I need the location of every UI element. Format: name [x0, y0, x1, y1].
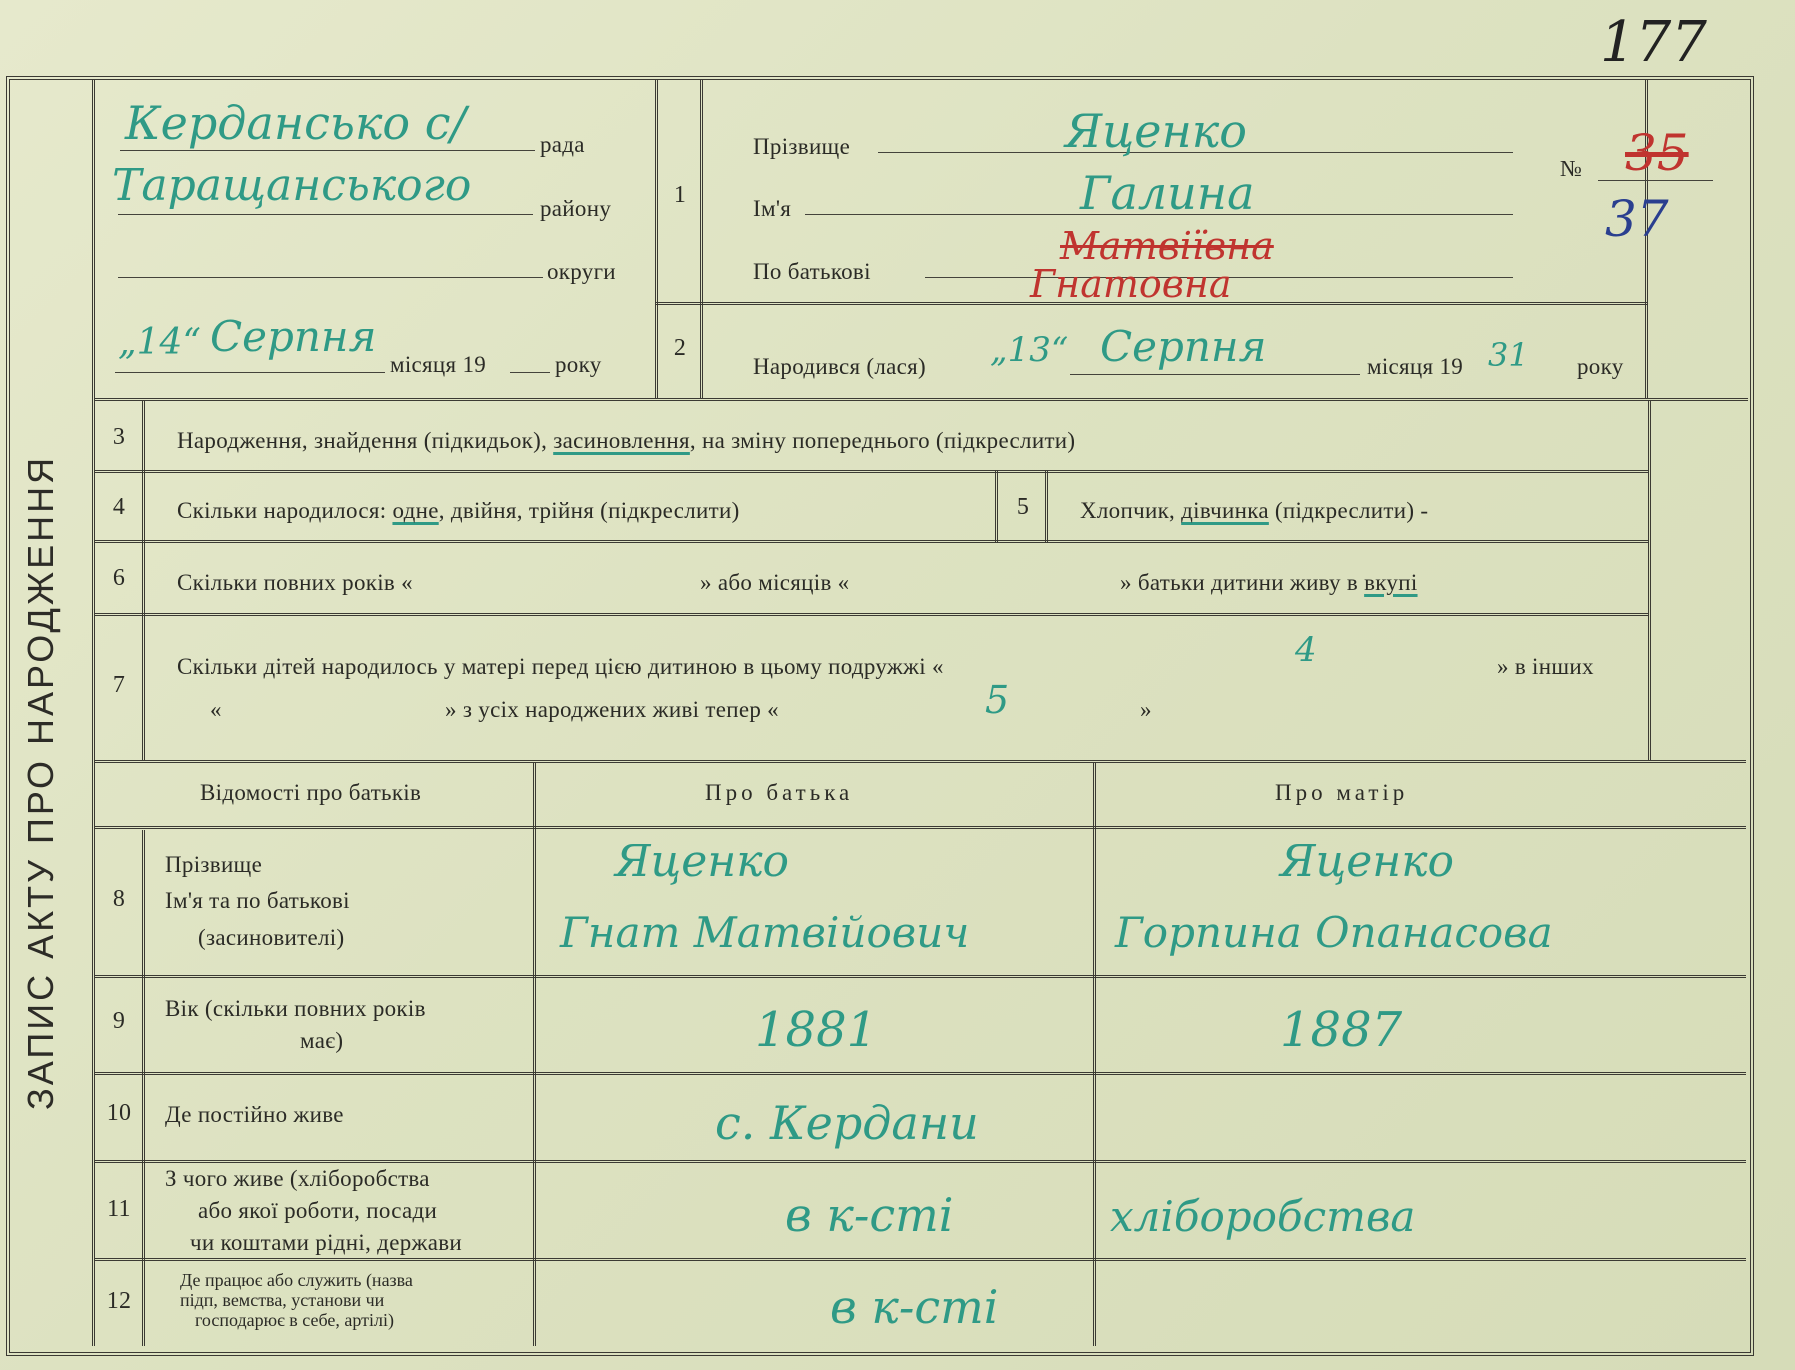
row-8-label-1: Прізвище: [165, 852, 263, 877]
row-12-label-2: підп, вемства, установи чи: [180, 1290, 385, 1310]
okruhy-label: округи: [547, 259, 616, 284]
row-7-number: 7: [112, 672, 126, 698]
row-5-underlined: дівчинка: [1181, 498, 1269, 523]
row-7-line1-b: » в інших: [1497, 654, 1594, 679]
parents-header-father: Про батька: [705, 780, 854, 805]
page-number: 177: [1600, 10, 1707, 75]
row-6-underlined: вкупі: [1364, 570, 1418, 595]
divider: [142, 400, 145, 760]
divider: [94, 1072, 1746, 1075]
row-6-text-a: Скільки повних років «: [177, 570, 413, 595]
rada-label: рада: [540, 132, 585, 157]
surname-label: Прізвище: [753, 134, 851, 159]
row-4-underlined: одне: [392, 498, 439, 523]
row-11-label-1: З чого живе (хліборобства: [165, 1166, 430, 1191]
birth-day: „13“: [990, 330, 1069, 370]
father-name: Гнат Матвійович: [560, 908, 970, 957]
row-4-text-a: Скільки народилося:: [177, 498, 393, 523]
row-12-label-3: господарює в себе, артілі): [195, 1310, 395, 1330]
row-3-number: 3: [112, 424, 126, 450]
divider: [94, 540, 1648, 543]
row-5-text-a: Хлопчик,: [1080, 498, 1182, 523]
row-7-children-before: 4: [1295, 630, 1317, 670]
patronymic-label: По батькові: [753, 259, 871, 284]
child-name: Галина: [1080, 166, 1255, 220]
row-10-number: 10: [106, 1100, 132, 1126]
row-5-text: [1080, 498, 1428, 524]
divider: [118, 214, 533, 215]
row-6-number: 6: [112, 565, 126, 591]
birth-month: Серпня: [1100, 322, 1267, 371]
row-5-text-b: (підкреслити) -: [1268, 498, 1429, 523]
divider: [94, 975, 1746, 978]
row-7-line1-a: Скільки дітей народилось у матері перед цією дитиною в цьому подружжі «: [177, 654, 944, 679]
row-3-text-a: Народження, знайдення (підкидьок),: [177, 428, 554, 453]
record-number-crossed: 35: [1625, 124, 1689, 182]
divider: [1045, 470, 1048, 542]
record-number: 37: [1605, 190, 1669, 248]
row-11-number: 11: [107, 1196, 131, 1222]
row-6-text-c-part: » батьки дитини живу в: [1120, 570, 1365, 595]
name-label: Ім'я: [753, 196, 792, 221]
row-5-number: 5: [1016, 494, 1030, 520]
divider: [115, 372, 385, 373]
title-column-divider: [92, 80, 95, 1346]
divider: [120, 150, 535, 151]
residence: с. Кердани: [715, 1096, 979, 1150]
divider: [94, 760, 1746, 763]
registration-month-handwriting: Серпня: [210, 312, 377, 361]
birth-year-label: року: [1577, 354, 1624, 379]
row-6-text-b: » або місяців «: [700, 570, 850, 595]
row-9-label-2: має): [300, 1028, 344, 1053]
row-3-text-b: , на зміну попереднього (підкреслити): [689, 428, 1076, 453]
row-12-number: 12: [106, 1288, 132, 1314]
side-title: ЗАПИС АКТУ ПРО НАРОДЖЕННЯ: [20, 454, 61, 1110]
registration-month-label: місяця 19: [390, 352, 487, 377]
divider: [94, 470, 1648, 473]
divider: [510, 372, 550, 373]
row-4-text: [177, 498, 740, 524]
row-7-line2-a: «: [210, 697, 222, 722]
row-4-text-b: , двійня, трійня (підкреслити): [438, 498, 740, 523]
divider: [1648, 400, 1651, 760]
raion-handwriting: Таращанського: [112, 160, 472, 211]
row-10-label: Де постійно живе: [165, 1102, 344, 1127]
row-9-label-1: Вік (скільки повних років: [165, 996, 426, 1021]
row-7-line2-c: »: [1140, 697, 1152, 722]
registration-day: „14“: [118, 322, 201, 363]
rada-handwriting: Кердансько с/: [125, 96, 467, 150]
divider: [142, 830, 145, 1346]
record-number-label: №: [1560, 156, 1583, 181]
divider: [118, 277, 543, 278]
father-surname: Яценко: [615, 836, 790, 887]
row-6-text-c: [1120, 570, 1418, 596]
mother-occupation: хліборобства: [1110, 1192, 1416, 1241]
row-9-number: 9: [112, 1008, 126, 1034]
mother-age: 1887: [1280, 1002, 1403, 1058]
divider: [1070, 374, 1360, 375]
parents-header-mother: Про матір: [1275, 780, 1409, 805]
row-11-label-3: чи коштами рідні, держави: [190, 1230, 462, 1255]
parents-header-info: Відомості про батьків: [200, 780, 422, 805]
outer-frame: [6, 76, 1754, 1356]
father-occupation: в к-сті: [785, 1188, 954, 1242]
father-workplace: в к-сті: [830, 1280, 999, 1334]
born-label: Народився (лася): [753, 354, 927, 379]
row-11-label-2: або якої роботи, посади: [198, 1198, 438, 1223]
row-7-line2-b: » з усіх народжених живі тепер «: [445, 697, 779, 722]
divider: [94, 826, 1746, 829]
registration-year-label: року: [555, 352, 602, 377]
row-3-text: [177, 428, 1075, 454]
row-7-living-children: 5: [985, 678, 1010, 722]
row-2-number: 2: [673, 335, 687, 361]
birth-month-label: місяця 19: [1367, 354, 1464, 379]
divider: [94, 1160, 1746, 1163]
row-4-number: 4: [112, 494, 126, 520]
divider: [995, 470, 998, 542]
mother-name: Горпина Опанасова: [1115, 908, 1553, 957]
divider: [94, 398, 1748, 401]
row-8-label-2: Ім'я та по батькові: [165, 888, 350, 913]
row-1-number: 1: [673, 182, 687, 208]
mother-surname: Яценко: [1280, 836, 1455, 887]
divider: [700, 80, 703, 398]
birth-year: 31: [1488, 336, 1529, 374]
raion-label: району: [540, 196, 612, 221]
father-age: 1881: [755, 1002, 878, 1058]
divider: [1598, 180, 1713, 181]
row-8-label-3: (засиновителі): [198, 925, 345, 950]
row-8-number: 8: [112, 886, 126, 912]
divider: [94, 1258, 1746, 1261]
child-patronymic: Гнатовна: [1030, 262, 1232, 306]
divider: [655, 80, 658, 398]
child-surname: Яценко: [1065, 104, 1247, 158]
row-3-underlined: засиновлення: [553, 428, 690, 453]
patronymic-crossed-out: Матвіївна: [1060, 224, 1274, 268]
divider: [94, 613, 1648, 616]
row-12-label-1: Де працює або служить (назва: [180, 1270, 413, 1290]
